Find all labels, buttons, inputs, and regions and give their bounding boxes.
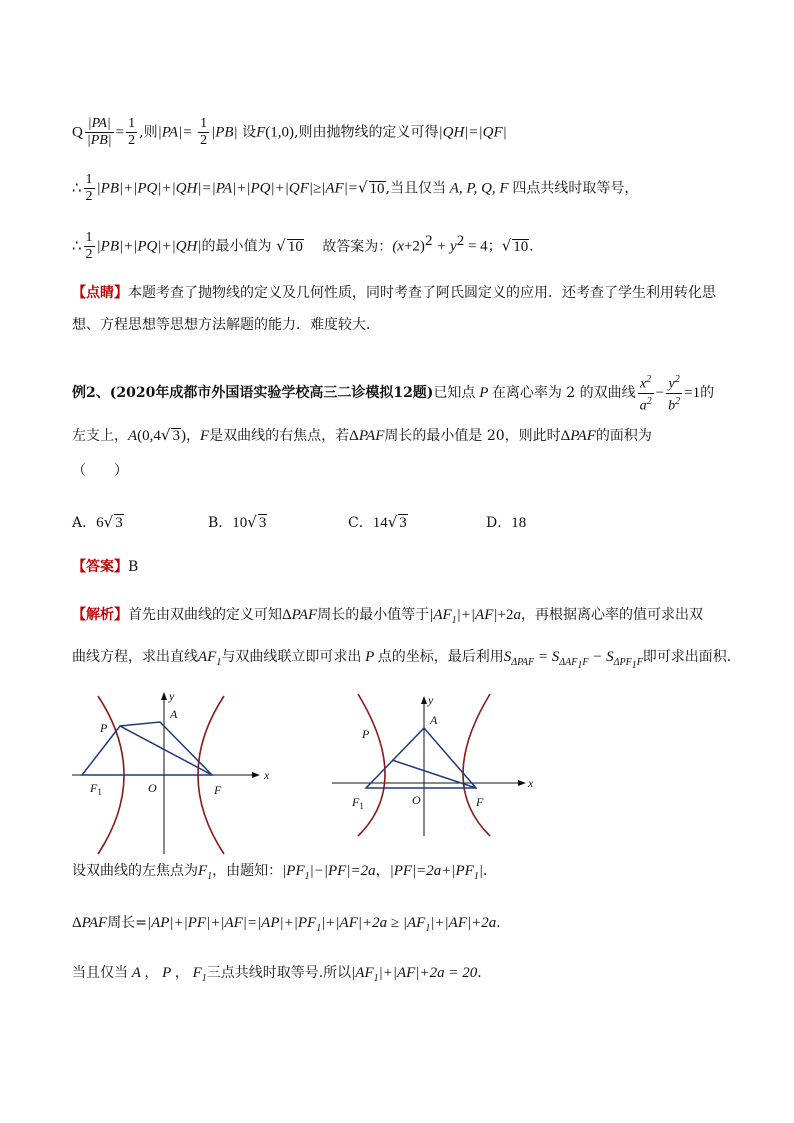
origin-label: O [148, 781, 157, 795]
option-a[interactable]: A．6√ 3 [72, 513, 123, 531]
option-c[interactable]: C．14√ 3 [348, 513, 407, 531]
analysis-line-2: 曲线方程，求出直线$AF_1$与双曲线联立即可求出 P 点的坐标，最后利用$S_{\Delta PAF} = S_{\Delta AF_1F} - S_{\Delta PF_1F}$即可求出面积． [72, 649, 741, 671]
example-paren: （ ） [72, 463, 128, 479]
point-p-label: P [362, 727, 370, 741]
solution-step-3: 当且仅当 A ， P ， $F_1$三点共线时取等号.所以$|AF_1|+|AF|+2a = 20$． [72, 965, 492, 984]
fraction-pa-pb: $\frac{|PA|}{|PB|}$ [86, 116, 112, 148]
hyperbola-figure-right [328, 690, 548, 840]
focus-f1-label: $F_1$ [352, 795, 364, 811]
point-p-label: P [100, 721, 108, 735]
focus-f-label: F [476, 795, 484, 809]
solution-line-1: Q $\frac{|PA|}{|PB|}$ = $\frac{1}{2}$ ,则|PA|= $\frac{1}{2}$ |PB| 设F(1,0),则由抛物线的定义可得|QH|=|QF| [72, 116, 507, 148]
solution-line-2: ∴ $\frac{1}{2}$ |PB|+|PQ|+|QH|=|PA|+|PQ|+|QF|≥|AF|=√ 10,当且仅当 A, P, Q, F 四点共线时取等号， [72, 172, 639, 204]
y-axis-label: y [169, 689, 175, 703]
point-a-label: A [170, 707, 178, 721]
point-a-label: A [430, 713, 438, 727]
solution-step-2: ΔPAF周长$=|AP|+|PF|+|AF|=|AP|+|PF_1|+|AF|+2a \ge |AF_1|+|AF|+2a$． [72, 915, 511, 934]
focus-f1-label: $F_1$ [90, 781, 102, 797]
answer-line: 【答案】B [72, 559, 139, 575]
x-axis-label: x [264, 768, 270, 782]
solution-step-1: 设双曲线的左焦点为$F_1$，由题知：$|PF_1|-|PF|=2a$，$|PF|=2a+|PF_1|$． [72, 863, 497, 882]
hyperbola-figure-left [68, 688, 288, 858]
y-axis-label: y [428, 693, 434, 707]
example-heading: 例2、(2020年成都市外国语实验学校高三二诊模拟12题)已知点 P 在离心率为 2 的双曲线 $\frac{x^2}{a^2}$ − $\frac{y^2}{b^2}$ =1的 [72, 374, 715, 414]
origin-label: O [412, 793, 421, 807]
example-line-2: 左支上，A(0,4√ 3)，F是双曲线的右焦点，若ΔPAF周长的最小值是 20，则此时ΔPAF的面积为 [72, 426, 652, 444]
x-axis-label: x [528, 776, 534, 790]
focus-f-label: F [214, 783, 222, 797]
note-line-2: 想、方程思想等思想方法解题的能力．难度较大． [72, 317, 380, 333]
analysis-line-1: 【解析】首先由双曲线的定义可知ΔPAF周长的最小值等于$|AF_1|+|AF|+2a$，再根据离心率的值可求出双 [72, 607, 703, 626]
option-d[interactable]: D．18 [486, 515, 527, 531]
solution-line-3: ∴ $\frac{1}{2}$ |PB|+|PQ|+|QH|的最小值为 √ 10 故答案为：$(x+2)^2 + y^2 = 4$；√ 10． [72, 230, 544, 262]
option-b[interactable]: B．10√ 3 [208, 513, 267, 531]
note-line-1: 【点睛】本题考查了抛物线的定义及几何性质，同时考查了阿氏圆定义的应用．还考查了学生利用转化思 [72, 285, 716, 301]
